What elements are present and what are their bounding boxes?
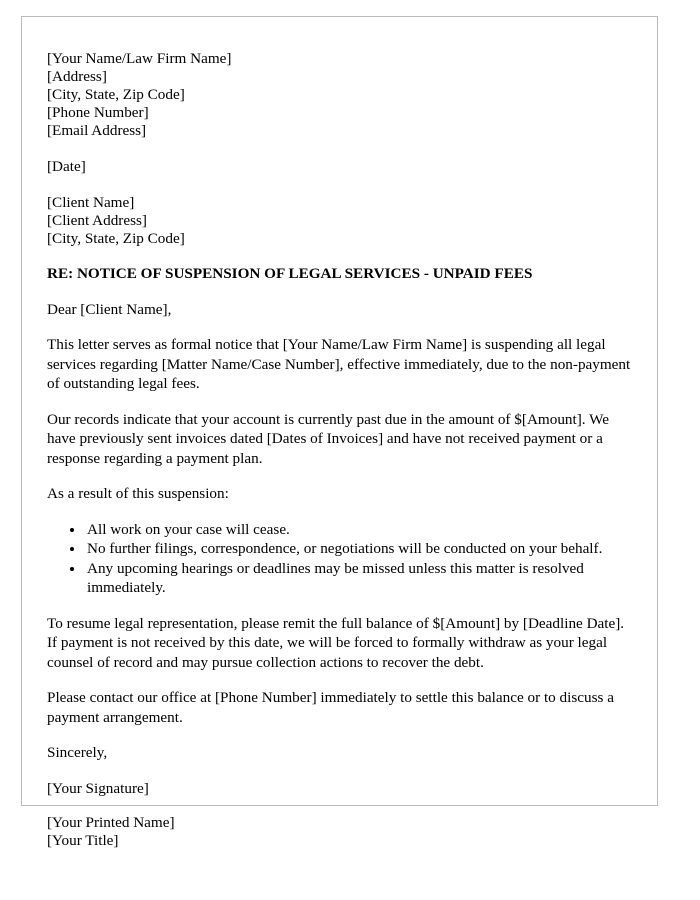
sender-email-line: [Email Address] xyxy=(47,122,147,139)
paragraph-notice: This letter serves as formal notice that [Your Name/Law Firm Name] is suspending all legal services regarding [Matter Name/Case Number], effective immediately, due to the non-payment of outstanding legal fees. xyxy=(47,336,631,392)
salutation: Dear [Client Name], xyxy=(47,300,172,318)
recipient-address-block xyxy=(47,194,637,248)
paragraph-resume-terms: To resume legal representation, please remit the full balance of $[Amount] by [Deadline Date]. If payment is not received by this date, we will be forced to formally withdraw as your legal counsel of record and may pursue collection actions to recover the debt. xyxy=(47,614,625,671)
sender-name-line: [Your Name/Law Firm Name] xyxy=(47,50,232,67)
printed-name-line: [Your Printed Name] xyxy=(47,814,175,831)
sender-city-line: [City, State, Zip Code] xyxy=(47,86,185,103)
closing: Sincerely, xyxy=(47,744,108,761)
title-line: [Your Title] xyxy=(47,832,119,849)
sender-phone-line: [Phone Number] xyxy=(47,104,149,121)
recipient-city-line: [City, State, Zip Code] xyxy=(47,230,185,247)
signature-line: [Your Signature] xyxy=(47,779,149,797)
sender-address-block xyxy=(47,50,637,140)
subject-line: RE: NOTICE OF SUSPENSION OF LEGAL SERVICES - UNPAID FEES xyxy=(47,265,533,282)
document-page xyxy=(21,16,658,849)
recipient-name-line: [Client Name] xyxy=(47,194,135,211)
spacer-after-sender xyxy=(47,140,637,158)
spacer-after-recipient xyxy=(47,248,637,264)
paragraph-suspension-intro: As a result of this suspension: xyxy=(47,485,229,502)
recipient-address-line: [Client Address] xyxy=(47,212,147,229)
list-item: • No further filings, correspondence, or negotiations will be conducted on your behalf. xyxy=(85,539,637,559)
list-item: • Any upcoming hearings or deadlines may be missed unless this matter is resolved immediately. xyxy=(85,559,637,598)
document-body xyxy=(47,50,637,850)
paragraph-records: Our records indicate that your account is currently past due in the amount of $[Amount]. We have previously sent invoices dated [Dates of Invoices] and have not received payment or a response regarding a payment plan. xyxy=(47,410,609,467)
spacer-after-date xyxy=(47,176,637,194)
sender-address-line: [Address] xyxy=(47,68,107,85)
list-item: • All work on your case will cease. xyxy=(85,520,637,540)
date-line: [Date] xyxy=(47,158,86,175)
suspension-consequences-list xyxy=(47,520,637,598)
paragraph-contact: Please contact our office at [Phone Number] immediately to settle this balance or to discuss a payment arrangement. xyxy=(47,689,614,726)
